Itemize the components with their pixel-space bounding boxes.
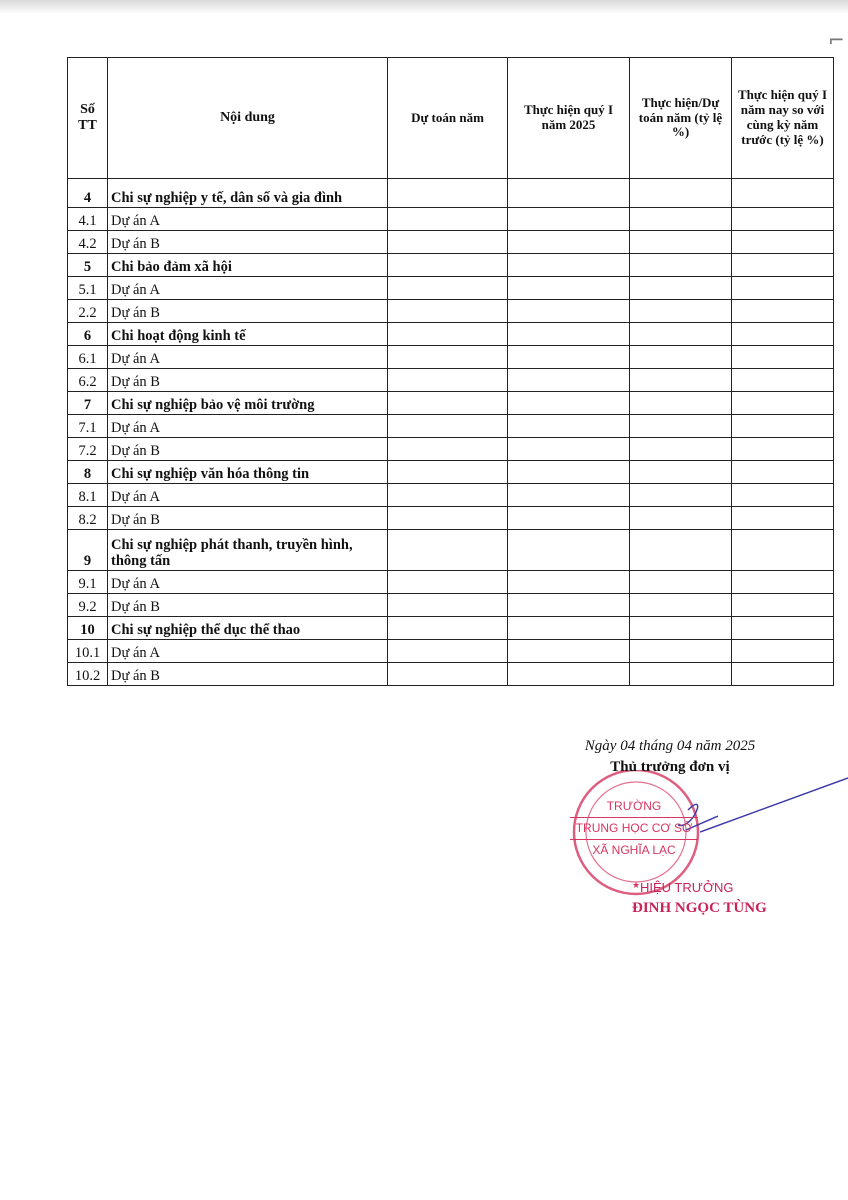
table-section-row: [68, 461, 834, 484]
row-ratio-cell: [630, 663, 732, 686]
row-yoy-cell: [732, 415, 834, 438]
row-label: Dự án A: [108, 277, 388, 300]
row-ratio-cell: [630, 179, 732, 208]
row-estimate-cell: [388, 254, 508, 277]
table-row: [68, 438, 834, 461]
row-ratio-cell: [630, 300, 732, 323]
row-estimate-cell: [388, 617, 508, 640]
row-stt: 10: [68, 617, 108, 640]
row-yoy-cell: [732, 640, 834, 663]
table-row: [68, 231, 834, 254]
scan-edge: [0, 0, 848, 14]
row-stt: 7: [68, 392, 108, 415]
row-label: Dự án A: [108, 571, 388, 594]
row-stt: 10.2: [68, 663, 108, 686]
row-label: Dự án A: [108, 415, 388, 438]
row-stt: 6: [68, 323, 108, 346]
header-q1-actual: Thực hiện quý I năm 2025: [508, 58, 630, 179]
row-yoy-cell: [732, 594, 834, 617]
row-yoy-cell: [732, 277, 834, 300]
row-estimate-cell: [388, 277, 508, 300]
table-section-row: [68, 323, 834, 346]
table-row: [68, 507, 834, 530]
table-section-row: [68, 530, 834, 571]
table-row: [68, 369, 834, 392]
row-stt: 7.2: [68, 438, 108, 461]
row-q1-actual-cell: [508, 392, 630, 415]
table-row: [68, 277, 834, 300]
row-ratio-cell: [630, 392, 732, 415]
budget-table: [67, 57, 834, 686]
table-row: [68, 571, 834, 594]
row-ratio-cell: [630, 369, 732, 392]
row-yoy-cell: [732, 254, 834, 277]
table-body: [68, 179, 834, 686]
row-label: Chi sự nghiệp bảo vệ môi trường: [108, 392, 388, 415]
row-stt: 4.1: [68, 208, 108, 231]
row-q1-actual-cell: [508, 231, 630, 254]
row-estimate-cell: [388, 392, 508, 415]
row-yoy-cell: [732, 571, 834, 594]
row-q1-actual-cell: [508, 530, 630, 571]
row-stt: 8.2: [68, 507, 108, 530]
row-ratio-cell: [630, 617, 732, 640]
svg-text:★: ★: [631, 881, 641, 891]
row-q1-actual-cell: [508, 369, 630, 392]
signature-title: Thủ trưởng đơn vị: [610, 759, 730, 775]
row-yoy-cell: [732, 392, 834, 415]
header-content: Nội dung: [108, 58, 388, 179]
row-label: Dự án B: [108, 507, 388, 530]
signer-name: ĐINH NGỌC TÙNG: [632, 900, 767, 916]
row-ratio-cell: [630, 415, 732, 438]
header-stt: Số TT: [68, 58, 108, 179]
row-label: Dự án B: [108, 300, 388, 323]
row-ratio-cell: [630, 438, 732, 461]
row-estimate-cell: [388, 484, 508, 507]
row-ratio-cell: [630, 461, 732, 484]
row-yoy-cell: [732, 530, 834, 571]
row-stt: 7.1: [68, 415, 108, 438]
header-annual-estimate: Dự toán năm: [388, 58, 508, 179]
table-section-row: [68, 254, 834, 277]
row-stt: 9.1: [68, 571, 108, 594]
row-estimate-cell: [388, 461, 508, 484]
row-estimate-cell: [388, 369, 508, 392]
seal-line-2: TRUNG HỌC CƠ SỞ: [570, 817, 698, 840]
row-label: Chi hoạt động kinh tế: [108, 323, 388, 346]
row-yoy-cell: [732, 346, 834, 369]
row-yoy-cell: [732, 617, 834, 640]
row-estimate-cell: [388, 507, 508, 530]
row-label: Dự án B: [108, 369, 388, 392]
seal-line-1: TRƯỜNG: [606, 799, 662, 813]
table-header-row: [68, 58, 834, 179]
row-stt: 9: [68, 530, 108, 571]
row-q1-actual-cell: [508, 179, 630, 208]
row-ratio-cell: [630, 484, 732, 507]
row-q1-actual-cell: [508, 507, 630, 530]
signature-stroke: [700, 770, 848, 840]
row-q1-actual-cell: [508, 323, 630, 346]
row-yoy-cell: [732, 323, 834, 346]
row-q1-actual-cell: [508, 594, 630, 617]
corner-mark: ⌐: [828, 28, 845, 52]
row-stt: 5: [68, 254, 108, 277]
row-estimate-cell: [388, 571, 508, 594]
row-stt: 2.2: [68, 300, 108, 323]
header-actual-vs-estimate: Thực hiện/Dự toán năm (tỷ lệ %): [630, 58, 732, 179]
row-estimate-cell: [388, 208, 508, 231]
row-stt: 8.1: [68, 484, 108, 507]
row-ratio-cell: [630, 640, 732, 663]
table-section-row: [68, 617, 834, 640]
row-q1-actual-cell: [508, 663, 630, 686]
row-yoy-cell: [732, 300, 834, 323]
row-label: Dự án A: [108, 484, 388, 507]
row-estimate-cell: [388, 530, 508, 571]
row-label: Dự án A: [108, 640, 388, 663]
row-label: Chi sự nghiệp thể dục thể thao: [108, 617, 388, 640]
row-ratio-cell: [630, 254, 732, 277]
table-row: [68, 208, 834, 231]
row-stt: 4.2: [68, 231, 108, 254]
row-yoy-cell: [732, 369, 834, 392]
row-ratio-cell: [630, 346, 732, 369]
row-ratio-cell: [630, 208, 732, 231]
table-row: [68, 346, 834, 369]
table-row: [68, 484, 834, 507]
row-yoy-cell: [732, 179, 834, 208]
row-q1-actual-cell: [508, 571, 630, 594]
row-q1-actual-cell: [508, 484, 630, 507]
table-section-row: [68, 179, 834, 208]
signer-role: HIỆU TRƯỞNG: [640, 880, 734, 895]
row-q1-actual-cell: [508, 300, 630, 323]
row-label: Dự án A: [108, 208, 388, 231]
row-yoy-cell: [732, 507, 834, 530]
row-stt: 10.1: [68, 640, 108, 663]
row-estimate-cell: [388, 594, 508, 617]
table-section-row: [68, 392, 834, 415]
row-estimate-cell: [388, 415, 508, 438]
row-stt: 5.1: [68, 277, 108, 300]
row-estimate-cell: [388, 179, 508, 208]
row-q1-actual-cell: [508, 438, 630, 461]
row-stt: 9.2: [68, 594, 108, 617]
row-estimate-cell: [388, 438, 508, 461]
row-q1-actual-cell: [508, 208, 630, 231]
row-estimate-cell: [388, 663, 508, 686]
row-q1-actual-cell: [508, 254, 630, 277]
table-row: [68, 300, 834, 323]
row-ratio-cell: [630, 594, 732, 617]
row-label: Chi sự nghiệp y tế, dân số và gia đình: [108, 179, 388, 208]
table-row: [68, 594, 834, 617]
row-q1-actual-cell: [508, 461, 630, 484]
signature-block: [555, 738, 825, 776]
row-yoy-cell: [732, 208, 834, 231]
row-ratio-cell: [630, 277, 732, 300]
table-row: [68, 640, 834, 663]
row-yoy-cell: [732, 484, 834, 507]
row-stt: 6.2: [68, 369, 108, 392]
row-stt: 8: [68, 461, 108, 484]
header-yoy-compare: Thực hiện quý I năm nay so với cùng kỳ năm trước (tỷ lệ %): [732, 58, 834, 179]
table-row: [68, 663, 834, 686]
row-q1-actual-cell: [508, 346, 630, 369]
row-stt: 6.1: [68, 346, 108, 369]
row-estimate-cell: [388, 300, 508, 323]
row-label: Chi sự nghiệp phát thanh, truyền hình, thông tấn: [108, 530, 388, 571]
table-row: [68, 415, 834, 438]
row-estimate-cell: [388, 323, 508, 346]
row-yoy-cell: [732, 663, 834, 686]
row-ratio-cell: [630, 571, 732, 594]
seal-line-3: XÃ NGHĨA LẠC: [592, 843, 676, 857]
row-q1-actual-cell: [508, 617, 630, 640]
row-q1-actual-cell: [508, 640, 630, 663]
row-estimate-cell: [388, 346, 508, 369]
row-ratio-cell: [630, 530, 732, 571]
row-label: Dự án B: [108, 438, 388, 461]
row-ratio-cell: [630, 507, 732, 530]
row-label: Dự án B: [108, 663, 388, 686]
row-yoy-cell: [732, 438, 834, 461]
seal-inner-text: [570, 796, 698, 861]
row-label: Dự án A: [108, 346, 388, 369]
row-label: Chi bảo đảm xã hội: [108, 254, 388, 277]
row-ratio-cell: [630, 323, 732, 346]
row-label: Dự án B: [108, 231, 388, 254]
row-label: Dự án B: [108, 594, 388, 617]
row-yoy-cell: [732, 461, 834, 484]
row-label: Chi sự nghiệp văn hóa thông tin: [108, 461, 388, 484]
row-q1-actual-cell: [508, 277, 630, 300]
row-estimate-cell: [388, 640, 508, 663]
row-stt: 4: [68, 179, 108, 208]
signature-date: Ngày 04 tháng 04 năm 2025: [584, 738, 756, 754]
row-yoy-cell: [732, 231, 834, 254]
row-estimate-cell: [388, 231, 508, 254]
row-q1-actual-cell: [508, 415, 630, 438]
row-ratio-cell: [630, 231, 732, 254]
